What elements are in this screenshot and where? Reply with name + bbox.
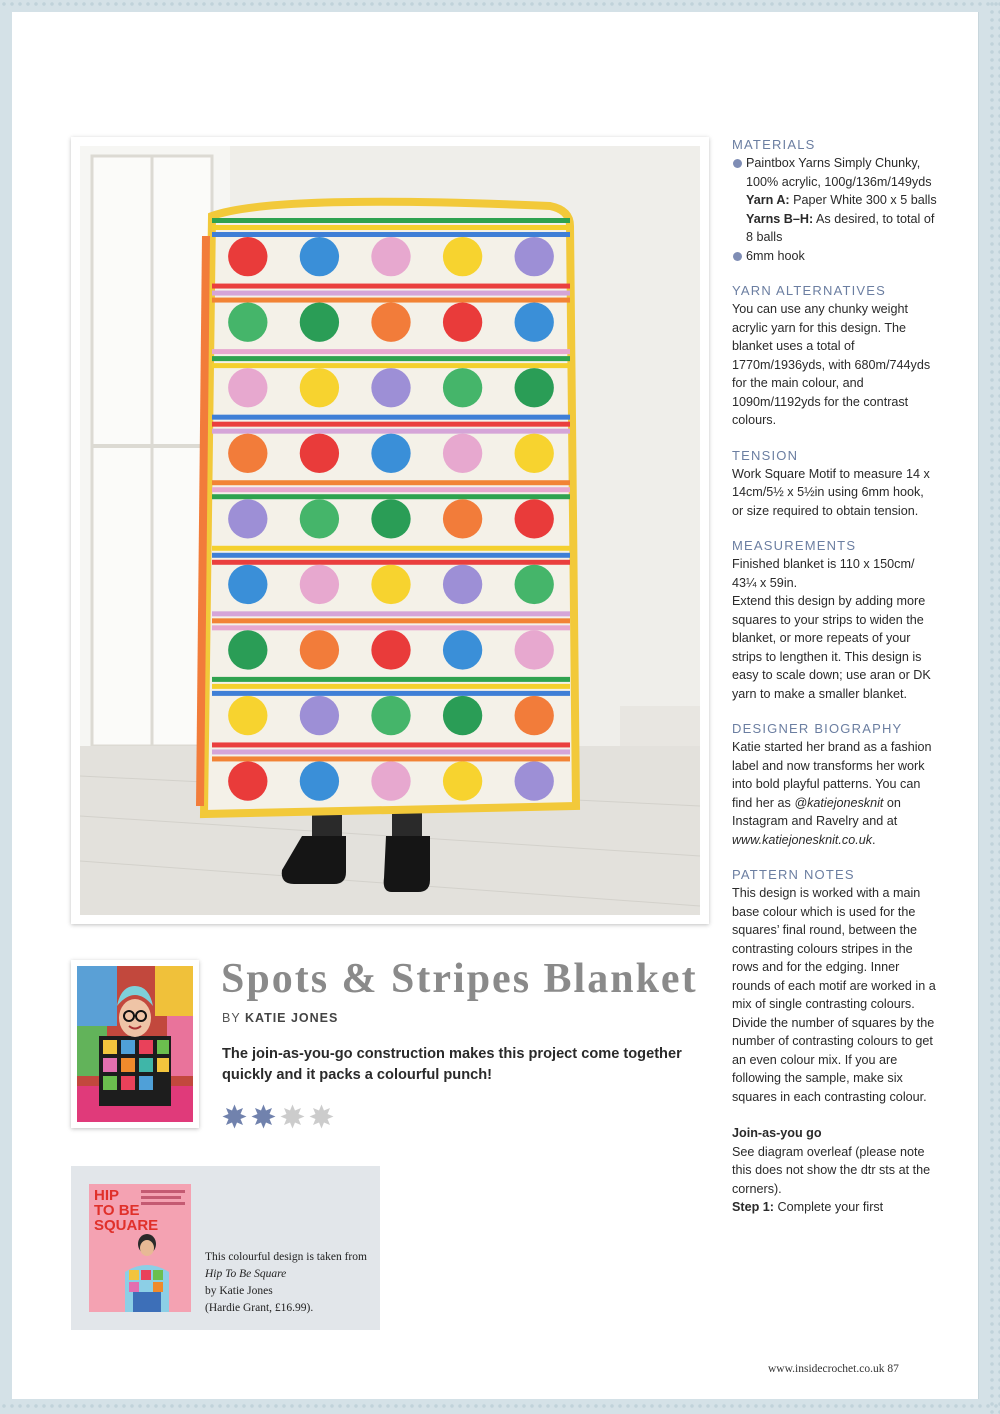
blanket-spot <box>443 761 482 800</box>
blanket-stripe <box>212 429 570 434</box>
blanket-spot <box>371 761 410 800</box>
cover-title-line-1: HIP <box>94 1187 120 1204</box>
blanket-stripe <box>212 225 570 230</box>
book-cover-art <box>89 1184 191 1312</box>
biography-text-1: Katie started her brand as a fashion label and now transforms her work into bold playful patterns. You can find her as <box>732 740 932 810</box>
blanket-spot <box>371 237 410 276</box>
yarn-alternatives-title: YARN ALTERNATIVES <box>732 283 887 298</box>
book-title: Hip To Be Square <box>205 1268 287 1280</box>
blanket-spot <box>228 565 267 604</box>
portrait-illustration <box>77 966 193 1122</box>
yarn-bh-line <box>732 210 937 247</box>
blanket-spot <box>371 303 410 342</box>
blanket-spot <box>515 303 554 342</box>
blanket-spot <box>300 303 339 342</box>
blanket-spot <box>443 434 482 473</box>
page-number: 87 <box>887 1363 899 1375</box>
right-border-pattern <box>988 0 1000 1414</box>
blanket-photo <box>71 137 709 924</box>
blanket-stripe <box>212 298 570 303</box>
blanket-spot <box>515 237 554 276</box>
materials-section <box>732 136 937 265</box>
blanket-spot <box>443 368 482 407</box>
yarn-description: Paintbox Yarns Simply Chunky, 100% acrylic, 100g/136m/149yds <box>746 156 932 189</box>
blanket-stripe <box>212 618 570 623</box>
blanket-stripe <box>212 691 570 696</box>
blanket-stripe <box>212 349 570 354</box>
biography-end: . <box>872 832 876 847</box>
join-text: See diagram overleaf (please note this does not show the dtr sts at the corners). <box>732 1144 931 1196</box>
biography-text-2: on Instagram and Ravelry and at <box>732 795 901 828</box>
tension-section <box>732 447 937 521</box>
blanket-stripe <box>212 749 570 754</box>
blanket-illustration <box>80 146 700 915</box>
blanket-stripe <box>212 677 570 682</box>
biography-title: DESIGNER BIOGRAPHY <box>732 721 903 736</box>
tension-title: TENSION <box>732 447 799 463</box>
author-name: KATIE JONES <box>244 1011 339 1025</box>
step-1-text: Complete your first <box>777 1200 884 1214</box>
blanket-stripe <box>212 625 570 630</box>
star-empty-icon <box>280 1104 305 1129</box>
blanket-spot <box>228 696 267 735</box>
blanket-spot <box>228 499 267 538</box>
blanket-spot <box>515 630 554 669</box>
blanket-stripe <box>212 291 570 296</box>
designer-website-link[interactable]: www.katiejonesknit.co.uk <box>732 832 872 847</box>
difficulty-rating <box>222 1104 334 1129</box>
blanket-spot <box>300 434 339 473</box>
blanket-spot <box>300 761 339 800</box>
blanket-spot <box>228 761 267 800</box>
blanket-stripe <box>212 422 570 427</box>
blanket-spot <box>515 434 554 473</box>
blanket-stripe <box>212 487 570 492</box>
blanket-spot <box>371 434 410 473</box>
blanket-spot <box>443 237 482 276</box>
tension-text: Work Square Motif to measure 14 x 14cm/5½ x 5½in using 6mm hook, or size required to obtain tension. <box>732 466 930 518</box>
top-border-pattern <box>0 0 1000 10</box>
blanket-spot <box>443 499 482 538</box>
materials-title: MATERIALS <box>732 137 816 152</box>
cover-title-line-2: TO BE <box>94 1202 140 1219</box>
blanket-spot <box>228 303 267 342</box>
blanket-stripe <box>212 363 570 368</box>
blanket-spot <box>371 499 410 538</box>
blanket-spot <box>371 368 410 407</box>
yarn-alternatives-text: You can use any chunky weight acrylic yarn for this design. The blanket uses a total of 1770m/1936yds, with 680m/744yds for the main colour, and 1090m/1192yds for the contrast colours. <box>732 302 931 427</box>
book-caption-2: by Katie Jones <box>205 1285 273 1297</box>
star-empty-icon <box>309 1104 334 1129</box>
blanket-spot <box>300 630 339 669</box>
blanket-stripe <box>212 232 570 237</box>
blanket-spot <box>515 565 554 604</box>
blanket-stripe <box>212 560 570 565</box>
yarn-a-line <box>732 191 937 210</box>
intro-text: The join-as-you-go construction makes this project come together quickly and it packs a colourful punch! <box>222 1046 682 1083</box>
blanket-spot <box>228 237 267 276</box>
blanket-stripe <box>212 284 570 289</box>
designer-portrait <box>71 960 199 1128</box>
biography-section <box>732 720 937 849</box>
blanket-stripe <box>212 546 570 551</box>
book-caption-3: (Hardie Grant, £16.99). <box>205 1302 314 1314</box>
blanket-spot <box>371 696 410 735</box>
pattern-notes-section <box>732 866 937 1217</box>
blanket-spot <box>228 368 267 407</box>
blanket-stripe <box>212 611 570 616</box>
footer-url[interactable]: www.insidecrochet.co.uk <box>768 1363 885 1375</box>
blanket-spot <box>443 630 482 669</box>
blanket-spot <box>300 368 339 407</box>
yarn-bh-value: As desired, to total of 8 balls <box>746 211 935 244</box>
blanket-spot <box>515 499 554 538</box>
blanket-spot <box>371 565 410 604</box>
yarn-a-value: Paper White 300 x 5 balls <box>793 193 937 207</box>
biography-text <box>732 738 937 849</box>
blanket-spot <box>443 303 482 342</box>
pattern-notes-title: PATTERN NOTES <box>732 867 855 882</box>
page-footer <box>768 1363 899 1375</box>
blanket-stripe <box>212 742 570 747</box>
blanket-spot <box>300 565 339 604</box>
blanket-spot <box>515 761 554 800</box>
blanket-stripe <box>212 480 570 485</box>
blanket-stripe <box>212 494 570 499</box>
blanket-spot <box>443 565 482 604</box>
book-caption-1: This colourful design is taken from <box>205 1251 367 1263</box>
yarn-bh-label: Yarns B–H: <box>746 211 814 226</box>
measurements-section <box>732 537 937 703</box>
blanket-spot <box>300 499 339 538</box>
pattern-sidebar <box>732 136 937 1217</box>
measurements-text-1: Finished blanket is 110 x 150cm/ 43¼ x 59in. <box>732 557 915 590</box>
yarn-alternatives-section <box>732 282 937 430</box>
pattern-title: Spots & Stripes Blanket <box>221 956 698 1002</box>
measurements-title: MEASUREMENTS <box>732 538 857 553</box>
pattern-notes-text: This design is worked with a main base colour which is used for the squares’ final round, between the contrasting colours stripes in the rows and for the edging. Inner rounds of each motif are worked in a mix of single contrasting colours. Divide the number of squares by the number of contrasting colours to get an even colour mix. If you are following the sample, make six squares in each contrasting colour. <box>732 886 936 1104</box>
star-filled-icon <box>222 1104 247 1129</box>
blanket-stripe <box>212 356 570 361</box>
blanket-spot <box>300 237 339 276</box>
blanket-spot <box>228 434 267 473</box>
blanket-spot <box>443 696 482 735</box>
byline-prefix: BY <box>222 1011 241 1025</box>
book-promo-box <box>71 1166 380 1330</box>
blanket-stripe <box>212 553 570 558</box>
blanket-spot <box>515 696 554 735</box>
blanket-stripe <box>212 684 570 689</box>
star-filled-icon <box>251 1104 276 1129</box>
join-title: Join-as-you go <box>732 1126 822 1140</box>
measurements-text-2: Extend this design by adding more squares to your strips to widen the blanket, or more repeats of your strips to lengthen it. This design is easy to scale down; use aran or DK yarn to make a smaller blanket. <box>732 594 931 701</box>
book-cover <box>89 1184 191 1312</box>
step-1-label: Step 1: <box>732 1200 774 1214</box>
byline <box>222 1011 338 1025</box>
book-caption <box>205 1249 375 1317</box>
blanket-stripe <box>212 415 570 420</box>
blanket-spot <box>300 696 339 735</box>
blanket-spot <box>228 630 267 669</box>
cover-title-line-3: SQUARE <box>94 1217 159 1234</box>
bottom-border-pattern <box>0 1402 1000 1412</box>
instagram-handle[interactable]: @katiejonesknit <box>794 795 884 810</box>
blanket-spot <box>515 368 554 407</box>
hook-size: 6mm hook <box>746 248 805 263</box>
step-1 <box>732 1198 937 1217</box>
blanket-spot <box>371 630 410 669</box>
blanket-stripe <box>212 218 570 223</box>
materials-hook <box>732 247 937 266</box>
materials-yarn <box>732 154 937 191</box>
blanket-stripe <box>212 756 570 761</box>
yarn-a-label: Yarn A: <box>746 193 790 207</box>
